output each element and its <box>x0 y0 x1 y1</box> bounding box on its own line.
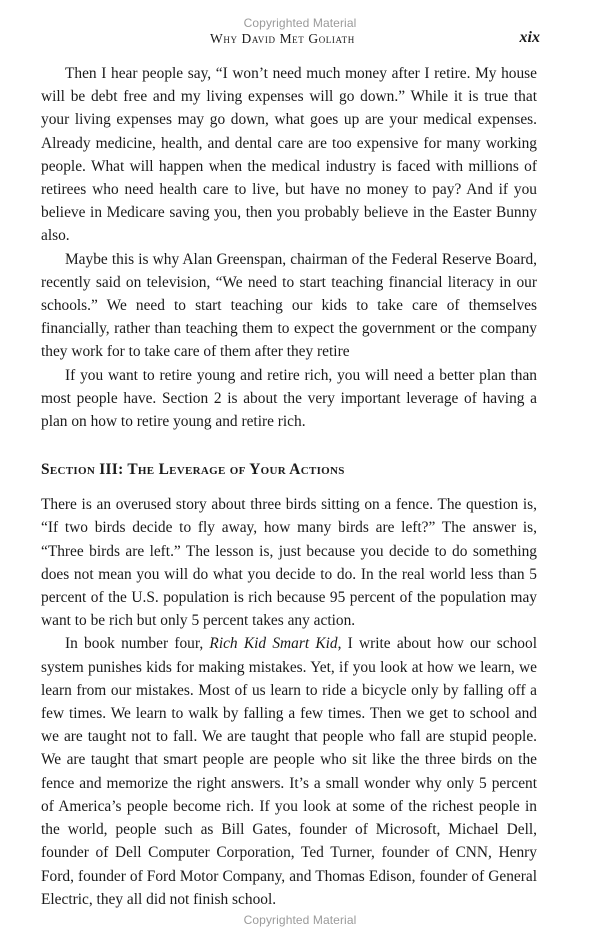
copyright-watermark-bottom: Copyrighted Material <box>243 913 357 927</box>
page-body <box>41 62 537 911</box>
paragraph-greenspan: Maybe this is why Alan Greenspan, chairman of the Federal Reserve Board, recently said on television, “We need to start teaching financial literacy in our schools.” We need to start teaching our kids to take care of themselves financially, rather than teaching them to expect the government or the company they work for to take care of them after they retire <box>41 250 537 361</box>
book-title: Rich Kid Smart Kid <box>209 635 338 653</box>
paragraph-three-birds: There is an overused story about three birds sitting on a fence. The question is, “If two birds decide to fly away, how many birds are left?” The answer is, “Three birds are left.” The lesson is, just because you decide to do something does not mean you will do what you decide to do. In the real world less than 5 percent of the U.S. population is rich because 95 percent of the population may want to be rich but only 5 percent takes any action. <box>41 496 537 630</box>
running-head-title: Why David Met Goliath <box>210 31 355 46</box>
paragraph-retirement-expenses: Then I hear people say, “I won’t need much money after I retire. My house will be debt free and my living expenses will go down.” While it is true that your living expenses may go down, what goes up are your medical expenses. Already medicine, health, and dental care are too expensive for many working people. What will happen when the medical industry is faced with millions of retirees who need health care to live, but have no money to pay? And if you believe in Medicare saving you, then you probably believe in the Easter Bunny also. <box>41 65 537 245</box>
copyright-watermark-top: Copyrighted Material <box>243 16 357 30</box>
paragraph-text-before-title: In book number four, <box>65 635 210 653</box>
paragraph-text-after-title: , I write about how our school system punishes kids for making mistakes. Yet, if you look at how we learn, we learn from our mistakes. Most of us learn to ride a bicycle only by falling off a few times. We learn to walk by falling a few times. Then we get to school and we are taught not to fall. We are taught that people who fall are stupid people. We are taught that smart people are people who sit like the three birds on the fence and memorize the right answers. It’s a small wonder why only 5 percent of America’s people become rich. If you look at some of the richest people in the world, people such as Bill Gates, founder of Microsoft, Michael Dell, founder of Dell Computer Corporation, Ted Turner, founder of CNN, Henry Ford, founder of Ford Motor Company, and Thomas Edison, founder of General Electric, they all did not finish school. <box>41 635 537 908</box>
paragraph-rich-kid-smart-kid <box>41 632 537 910</box>
page-number: xix <box>519 29 540 46</box>
paragraph-retire-young: If you want to retire young and retire rich, you will need a better plan than most people have. Section 2 is about the very important leverage of having a plan on how to retire young and retire rich. <box>41 366 537 431</box>
section-heading: Section III: The Leverage of Your Actions <box>41 461 345 479</box>
